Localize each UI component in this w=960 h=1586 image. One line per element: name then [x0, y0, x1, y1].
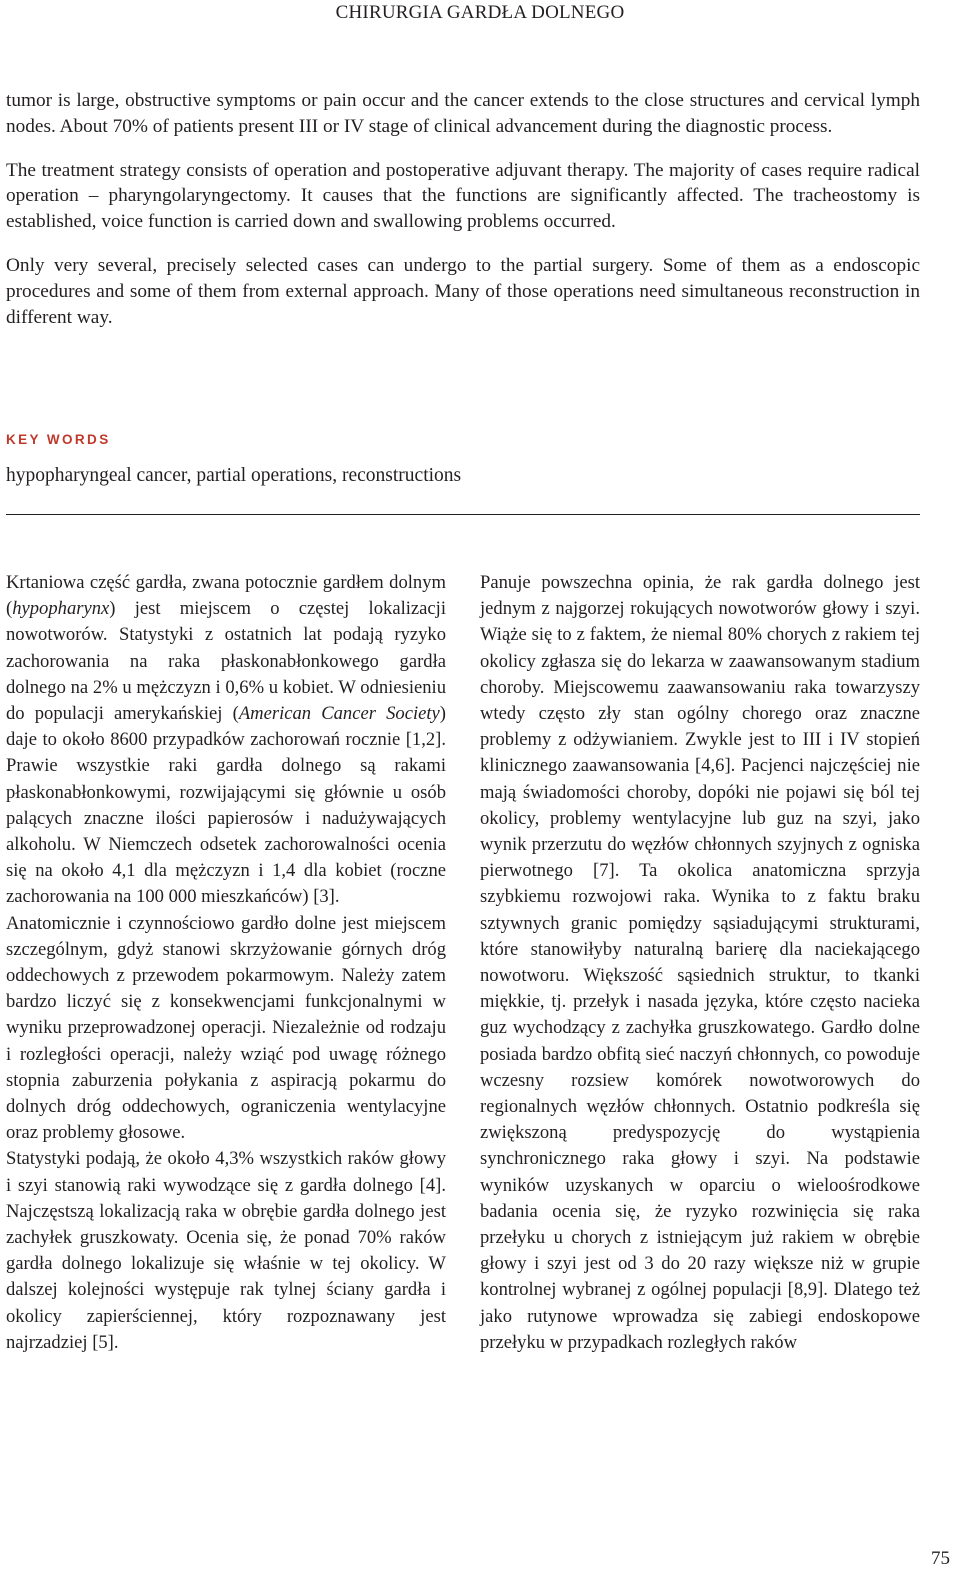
- left-p1-text-a: Krtaniowa część gardła, zwana potocznie gardłem dolnym (: [6, 572, 446, 620]
- right-paragraph-1: Panuje powszechna opinia, że rak gardła dolnego jest jednym z najgorzej rokujących nowotworów głowy i szyi. Wiąże się to z faktem, że niemal 80% chorych z rakiem tej okolicy zgłasza się do lekarza w zaawansowanym stadium choroby. Miejscowemu zaawansowaniu raka towarzyszy wtedy często zły stan ogólny chorego oraz znaczne problemy z odżywianiem. Zwykle jest to III i IV stopień klinicznego zaawansowania [4,6]. Pacjenci najczęściej nie mają świadomości choroby, dopóki nie pojawi się ból tej okolicy, problemy wentylacyjne lub guz na szyi, jako wynik przerzutu do węzłów chłonnych szyjnych z ogniska pierwotnego [7]. Ta okolica anatomiczna sprzyja szybkiemu rozwojowi raka. Wynika to z faktu braku sztywnych granic pomiędzy sąsiadującymi strukturami, które stanowiłyby naturalną barierę dla naciekającego nowotworu. Większość sąsiednich struktur, to tkanki miękkie, tj. przełyk i nasada języka, które często nacieka guz wychodzący z zachyłka gruszkowatego. Gardło dolne posiada bardzo obfitą sieć naczyń chłonnych, co powoduje wczesny rozsiew komórek nowotworowych do regionalnych węzłów chłonnych. Ostatnio podkreśla się zwiększoną predyspozycję do wystąpienia synchronicznego raka głowy i szyi. Na podstawie wyników uzyskanych w oparciu o wieloośrodkowe badania ocenia się, że ryzyko rozwinięcia się raka przełyku u chorych z istniejącym już rakiem w obrębie głowy i szyi jest od 3 do 20 razy większe niż w grupie kontrolnej wybranej z ogólnej populacji [8,9]. Dlatego też jako rutynowe wprowadza się zabiegi endoskopowe przełyku w przypadkach rozległych raków: [480, 572, 920, 1353]
- body-column-left: [6, 570, 446, 1356]
- running-header: CHIRURGIA GARDŁA DOLNEGO: [335, 2, 625, 23]
- page-number: 75: [931, 1548, 950, 1569]
- left-p1-italic-acs: American Cancer Society: [238, 703, 440, 725]
- body-column-right: [480, 570, 920, 1356]
- section-divider: [6, 514, 920, 515]
- left-p1-text-b: ) jest miejscem o częstej lokalizacji nowotworów. Statystyki z ostatnich lat podają ryzyko zachorowania na raka płaskonabłonkowego gardła dolnego na 2% u mężczyzn i 0,6% u kobiet. W odniesieniu do populacji amerykańskiej (: [6, 598, 446, 725]
- left-p1-italic-hypopharynx: hypopharynx: [12, 598, 110, 620]
- keywords-heading: KEY WORDS: [6, 432, 111, 447]
- abstract-paragraph-3: Only very several, precisely selected cases can undergo to the partial surgery. Some of them as a endoscopic procedures and some of them from external approach. Many of those operations need simultaneous reconstruction in different way.: [6, 254, 920, 328]
- left-paragraph-2: Anatomicznie i czynnościowo gardło dolne jest miejscem szczególnym, gdyż stanowi skrzyżowanie górnych dróg oddechowych z przewodem pokarmowym. Należy zatem bardzo liczyć się z konsekwencjami funkcjonalnymi w wyniku przeprowadzonej operacji. Niezależnie od rodzaju i rozległości operacji, należy wziąć pod uwagę różnego stopnia zaburzenia połykania z aspiracją pokarmu do dolnych dróg oddechowych, ograniczenia wentylacyjne oraz problemy głosowe.: [6, 912, 446, 1144]
- left-paragraph-3: Statystyki podają, że około 4,3% wszystkich raków głowy i szyi stanowią raki wywodzące się z gardła dolnego [4]. Najczęstszą lokalizacją raka w obrębie gardła dolnego jest zachyłek gruszkowaty. Ocenia się, że ponad 70% raków gardła dolnego lokalizuje się właśnie w tej okolicy. W dalszej kolejności występuje rak tylnej ściany gardła i okolicy zapierściennej, który rozpoznawany jest najrzadziej [5].: [6, 1148, 446, 1353]
- left-paragraph-1: [6, 570, 446, 911]
- left-p1-text-c: ) daje to około 8600 przypadków zachorowań rocznie [1,2]. Prawie wszystkie raki gardła dolnego są rakami płaskonabłonkowymi, rozwijającymi się głównie u osób palących znaczne ilości papierosów i nadużywających alkoholu. W Niemczech odsetek zachorowalności ocenia się na około 4,1 dla mężczyzn i 1,4 dla kobiet (roczne zachorowania na 100 000 mieszkańców) [3].: [6, 703, 446, 908]
- abstract-paragraph-1: tumor is large, obstructive symptoms or pain occur and the cancer extends to the close structures and cervical lymph nodes. About 70% of patients present III or IV stage of clinical advancement during the diagnostic process.: [6, 90, 920, 137]
- keywords-text: hypopharyngeal cancer, partial operations, reconstructions: [6, 465, 462, 486]
- abstract-paragraph-2: The treatment strategy consists of operation and postoperative adjuvant therapy. The majority of cases require radical operation – pharyngolaryngectomy. It causes that the functions are significantly affected. The tracheostomy is established, voice function is carried down and swallowing problems occurred.: [6, 159, 920, 233]
- abstract: [6, 88, 920, 348]
